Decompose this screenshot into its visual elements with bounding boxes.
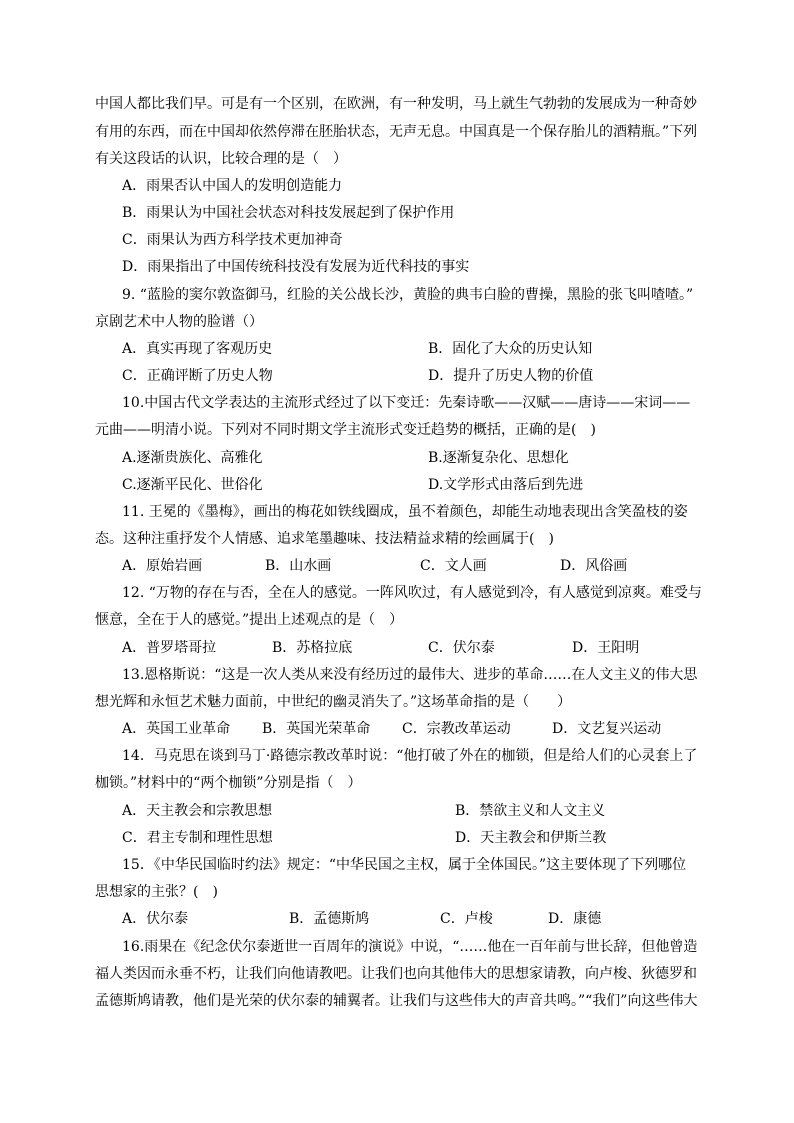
q12-option-a: A．普罗塔哥拉: [122, 640, 217, 656]
q13-stem-cont: 想光辉和永恒艺术魅力面前，中世纪的幽灵消失了。”这场革命指的是（ ）: [95, 694, 572, 710]
q10-stem: 10.中国古代文学表达的主流形式经过了以下变迁：先秦诗歌——汉赋——唐诗——宋词——: [122, 395, 691, 411]
q8-option-b: B．雨果认为中国社会状态对科技发展起到了保护作用: [122, 205, 455, 221]
q14-option-d: D．天主教会和伊斯兰教: [455, 830, 607, 846]
text-line: 中国人都比我们早。可是有一个区别，在欧洲，有一种发明，马上就生气勃勃的发展成为一种奇妙: [95, 96, 697, 112]
q10-option-a: A.逐渐贵族化、高雅化: [122, 450, 263, 466]
q14-stem: 14．马克思在谈到马丁·路德宗教改革时说：“他打破了外在的枷锁，但是给人们的心灵套上了: [122, 748, 698, 764]
q12-stem: 12. “万物的存在与否，全在人的感觉。一阵风吹过，有人感觉到冷，有人感觉到凉爽。难受与: [122, 585, 702, 601]
q13-option-c: C．宗教改革运动: [402, 721, 511, 737]
q14-stem-cont: 枷锁。”材料中的“两个枷锁”分别是指（ ）: [95, 775, 362, 791]
q12-option-d: D．王阳明: [572, 640, 640, 656]
q15-option-d: D．康德: [548, 911, 602, 927]
q9-option-b: B．固化了大众的历史认知: [428, 341, 593, 357]
q16-stem-cont: 福人类因而永垂不朽，让我们向他请教吧。让我们也向其他伟大的思想家请教，向卢梭、狄德罗和: [95, 966, 697, 982]
text-line: 有用的东西，而在中国却依然停滞在胚胎状态，无声无息。中国真是一个保存胎儿的酒精瓶。”下列: [95, 124, 698, 140]
text-line: 有关这段话的认识，比较合理的是（ ）: [95, 151, 347, 167]
q14-option-c: C．君主专制和理性思想: [122, 830, 273, 846]
q11-option-a: A．原始岩画: [122, 558, 203, 574]
q10-stem-cont: 元曲——明清小说。下列对不同时期文学主流形式变迁趋势的概括，正确的是( ): [95, 422, 596, 438]
q15-option-c: C．卢梭: [440, 911, 493, 927]
q12-stem-cont: 惬意，全在于人的感觉。”提出上述观点的是（ ）: [95, 612, 404, 628]
q9-option-c: C．正确评断了历史人物: [122, 368, 273, 384]
q16-stem-cont: 孟德斯鸠请教，他们是光荣的伏尔泰的辅翼者。让我们与这些伟大的声音共鸣。”“我们”向这些伟大: [95, 993, 698, 1009]
q14-option-a: A．天主教会和宗教思想: [122, 803, 273, 819]
q11-stem-cont: 态。这种注重抒发个人情感、追求笔墨趣味、技法精益求精的绘画属于( ): [95, 531, 554, 547]
q14-option-b: B．禁欲主义和人文主义: [455, 803, 606, 819]
q11-option-c: C．文人画: [420, 558, 487, 574]
q15-option-b: B．孟德斯鸠: [289, 911, 370, 927]
q12-option-b: B．苏格拉底: [272, 640, 353, 656]
q15-stem-cont: 思想家的主张？( ): [95, 884, 218, 900]
q13-stem: 13.恩格斯说：“这是一次人类从来没有经历过的最伟大、进步的革命……在人文主义的伟大思: [122, 667, 698, 683]
q9-stem-cont: 京剧艺术中人物的脸谱（）: [95, 314, 263, 330]
q8-option-d: D．雨果指出了中国传统科技没有发展为近代科技的事实: [122, 259, 470, 275]
q11-option-d: D．风俗画: [560, 558, 628, 574]
q9-option-a: A．真实再现了客观历史: [122, 341, 273, 357]
q13-option-a: A．英国工业革命: [122, 721, 231, 737]
q8-option-c: C．雨果认为西方科学技术更加神奇: [122, 232, 343, 248]
q9-option-d: D．提升了历史人物的价值: [428, 368, 594, 384]
q13-option-b: B．英国光荣革命: [262, 721, 371, 737]
q10-option-c: C.逐渐平民化、世俗化: [122, 477, 263, 493]
q8-option-a: A．雨果否认中国人的发明创造能力: [122, 178, 343, 194]
q15-stem: 15．《中华民国临时约法》规定：“中华民国之主权，属于全体国民。”这主要体现了下列哪位: [122, 857, 687, 873]
q16-stem: 16.雨果在《纪念伏尔泰逝世一百周年的演说》中说，“……他在一百年前与世长辞，但他曾造: [122, 939, 698, 955]
q12-option-c: C．伏尔泰: [428, 640, 495, 656]
q13-option-d: D．文艺复兴运动: [552, 721, 662, 737]
q11-stem: 11. 王冕的《墨梅》，画出的梅花如铁线圈成，虽不着颜色，却能生动地表现出含笑盈枝的姿: [122, 504, 688, 520]
q15-option-a: A．伏尔泰: [122, 911, 189, 927]
q9-stem: 9. “蓝脸的窦尔敦盗御马，红脸的关公战长沙，黄脸的典韦白脸的曹操，黑脸的张飞叫喳喳。”: [122, 287, 694, 303]
q10-option-b: B.逐渐复杂化、思想化: [428, 450, 569, 466]
q10-option-d: D.文学形式由落后到先进: [428, 477, 584, 493]
q11-option-b: B．山水画: [265, 558, 332, 574]
